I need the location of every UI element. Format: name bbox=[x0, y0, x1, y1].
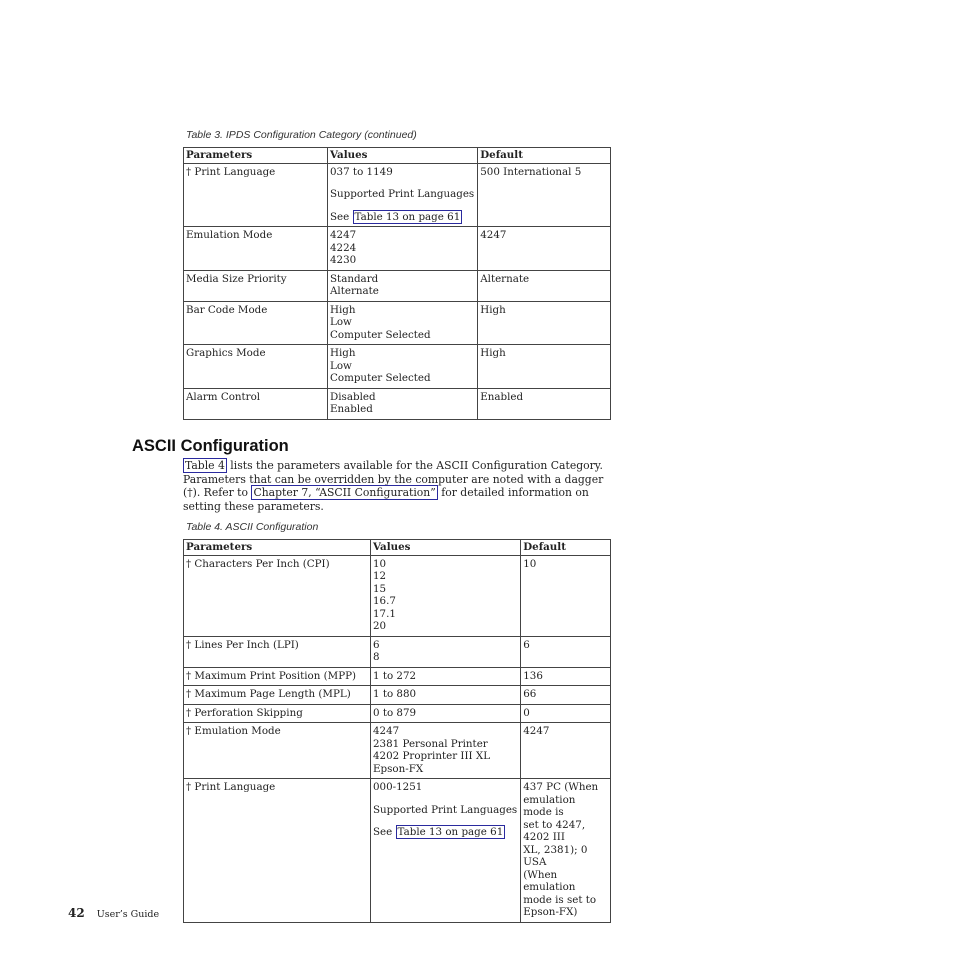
table-row bbox=[184, 301, 611, 345]
table-row bbox=[184, 723, 611, 779]
section-heading: ASCII Configuration bbox=[132, 437, 289, 455]
default-line: High bbox=[480, 347, 506, 359]
value-line: Computer Selected bbox=[330, 372, 431, 384]
table13-link[interactable]: Table 13 on page 61 bbox=[397, 826, 504, 838]
parameter-cell bbox=[184, 227, 328, 271]
see-prefix: See bbox=[330, 210, 353, 223]
table-row bbox=[184, 779, 611, 923]
values-cell bbox=[328, 301, 478, 345]
value-line: 2381 Personal Printer bbox=[373, 737, 488, 750]
value-line: Computer Selected bbox=[330, 328, 431, 341]
table-row bbox=[184, 270, 611, 301]
default-line: 10 bbox=[523, 557, 537, 570]
values-cell bbox=[371, 636, 521, 667]
parameter-cell bbox=[184, 686, 371, 705]
table-row bbox=[184, 388, 611, 419]
page-number: 42 bbox=[68, 906, 85, 920]
column-header: Values bbox=[328, 148, 478, 164]
values-cell bbox=[371, 779, 521, 923]
parameter-name: † Characters Per Inch (CPI) bbox=[186, 557, 330, 570]
default-line: 66 bbox=[523, 688, 537, 700]
default-line: 0 bbox=[523, 706, 530, 719]
default-cell bbox=[478, 163, 611, 227]
default-cell bbox=[521, 704, 611, 723]
parameter-name: Alarm Control bbox=[186, 390, 261, 403]
parameter-name: † Maximum Print Position (MPP) bbox=[186, 669, 357, 682]
values-cell bbox=[328, 270, 478, 301]
default-line: 4247 bbox=[523, 725, 550, 737]
guide-title: User’s Guide bbox=[96, 909, 160, 920]
default-line: 6 bbox=[523, 638, 530, 651]
table-row bbox=[184, 704, 611, 723]
spacer bbox=[373, 794, 517, 804]
value-line: 4230 bbox=[330, 254, 357, 266]
spacer bbox=[330, 201, 474, 211]
value-line: Enabled bbox=[330, 403, 373, 415]
parameter-name: † Perforation Skipping bbox=[186, 706, 303, 719]
intro-paragraph bbox=[183, 459, 613, 513]
default-line: (When emulation bbox=[523, 868, 576, 893]
value-line: 17.1 bbox=[373, 607, 396, 620]
table4-caption: Table 4. ASCII Configuration bbox=[186, 521, 319, 533]
column-header: Default bbox=[478, 148, 611, 164]
values-cell bbox=[328, 345, 478, 389]
ipds-configuration-table bbox=[183, 147, 611, 420]
parameter-cell bbox=[184, 723, 371, 779]
value-line: 4202 Proprinter III XL bbox=[373, 750, 491, 762]
value-line: 000-1251 bbox=[373, 781, 423, 793]
default-cell bbox=[521, 636, 611, 667]
parameter-cell bbox=[184, 667, 371, 686]
default-line: 500 International 5 bbox=[480, 165, 582, 178]
column-header: Default bbox=[521, 540, 611, 556]
value-line: 037 to 1149 bbox=[330, 165, 393, 178]
values-cell bbox=[371, 686, 521, 705]
parameter-name: Media Size Priority bbox=[186, 272, 287, 285]
value-line: High bbox=[330, 303, 356, 316]
default-line: High bbox=[480, 303, 506, 316]
table-row bbox=[184, 686, 611, 705]
value-line: 6 bbox=[373, 638, 380, 651]
column-header: Values bbox=[371, 540, 521, 556]
table13-link[interactable]: Table 13 on page 61 bbox=[354, 210, 461, 223]
value-line: 1 to 880 bbox=[373, 688, 417, 700]
default-line: 136 bbox=[523, 669, 543, 682]
table3-caption: Table 3. IPDS Configuration Category (continued) bbox=[186, 129, 417, 141]
para-text-1: lists the parameters available for the ASCII Configuration Category. Parameters that can be overridden by the computer are noted with a dagger (†). Refer to bbox=[183, 459, 604, 499]
default-cell bbox=[521, 686, 611, 705]
see-reference bbox=[373, 826, 517, 839]
values-cell bbox=[328, 388, 478, 419]
default-cell bbox=[478, 270, 611, 301]
parameter-cell bbox=[184, 555, 371, 636]
parameter-cell bbox=[184, 345, 328, 389]
value-line: 20 bbox=[373, 620, 387, 632]
value-line: 8 bbox=[373, 651, 380, 663]
default-line: Alternate bbox=[480, 272, 530, 285]
column-header: Parameters bbox=[184, 540, 371, 556]
table-row bbox=[184, 555, 611, 636]
default-cell bbox=[478, 345, 611, 389]
value-line: Supported Print Languages bbox=[373, 803, 518, 816]
value-line: Standard bbox=[330, 272, 379, 285]
value-line: 12 bbox=[373, 570, 387, 582]
see-reference bbox=[330, 211, 474, 224]
default-line: 4247 bbox=[480, 229, 507, 241]
ascii-configuration-table bbox=[183, 539, 611, 923]
table-row bbox=[184, 636, 611, 667]
parameter-cell bbox=[184, 779, 371, 923]
parameter-cell bbox=[184, 163, 328, 227]
table4-link[interactable]: Table 4 bbox=[185, 459, 225, 472]
values-cell bbox=[371, 723, 521, 779]
parameter-cell bbox=[184, 301, 328, 345]
value-line: 4247 bbox=[330, 229, 357, 241]
chapter7-link[interactable]: Chapter 7, “ASCII Configuration” bbox=[253, 486, 436, 499]
default-line: XL, 2381); 0 USA bbox=[523, 843, 588, 868]
parameter-name: † Maximum Page Length (MPL) bbox=[186, 688, 351, 700]
values-cell bbox=[371, 555, 521, 636]
value-line: 1 to 272 bbox=[373, 669, 417, 682]
default-cell bbox=[478, 227, 611, 271]
parameter-name: † Emulation Mode bbox=[186, 725, 281, 737]
page-footer bbox=[68, 902, 159, 921]
default-line: Epson-FX) bbox=[523, 906, 578, 918]
default-line: Enabled bbox=[480, 390, 524, 403]
default-cell bbox=[521, 667, 611, 686]
value-line: 4224 bbox=[330, 241, 357, 254]
table-row bbox=[184, 667, 611, 686]
table-header-row bbox=[184, 148, 611, 164]
value-line: 15 bbox=[373, 582, 387, 595]
parameter-name: † Lines Per Inch (LPI) bbox=[186, 638, 299, 651]
values-cell bbox=[328, 227, 478, 271]
parameter-name: † Print Language bbox=[186, 165, 276, 178]
spacer bbox=[330, 178, 474, 188]
default-cell bbox=[521, 779, 611, 923]
value-line: 0 to 879 bbox=[373, 706, 417, 719]
parameter-cell bbox=[184, 388, 328, 419]
table-row bbox=[184, 163, 611, 227]
parameter-cell bbox=[184, 704, 371, 723]
table-header-row bbox=[184, 540, 611, 556]
value-line: Supported Print Languages bbox=[330, 188, 475, 200]
parameter-name: Bar Code Mode bbox=[186, 303, 268, 316]
value-line: 4247 bbox=[373, 725, 400, 737]
value-line: 16.7 bbox=[373, 595, 396, 607]
see-prefix: See bbox=[373, 826, 396, 838]
parameter-cell bbox=[184, 636, 371, 667]
default-cell bbox=[478, 388, 611, 419]
parameter-name: † Print Language bbox=[186, 781, 276, 793]
values-cell bbox=[371, 667, 521, 686]
default-cell bbox=[521, 555, 611, 636]
default-line: 437 PC (When bbox=[523, 781, 599, 793]
table-row bbox=[184, 227, 611, 271]
value-line: Epson-FX bbox=[373, 762, 424, 775]
values-cell bbox=[328, 163, 478, 227]
value-line: 10 bbox=[373, 557, 387, 570]
values-cell bbox=[371, 704, 521, 723]
default-line: set to 4247, 4202 III bbox=[523, 818, 586, 843]
parameter-name: Emulation Mode bbox=[186, 229, 273, 241]
table-row bbox=[184, 345, 611, 389]
default-cell bbox=[521, 723, 611, 779]
default-line: mode is set to bbox=[523, 893, 597, 906]
parameter-cell bbox=[184, 270, 328, 301]
default-cell bbox=[478, 301, 611, 345]
value-line: Low bbox=[330, 316, 352, 328]
column-header: Parameters bbox=[184, 148, 328, 164]
value-line: Disabled bbox=[330, 390, 376, 403]
value-line: High bbox=[330, 347, 356, 359]
para-text-2: for detailed information on setting these parameters. bbox=[183, 486, 589, 513]
default-line: emulation mode is bbox=[523, 793, 576, 818]
value-line: Low bbox=[330, 359, 352, 372]
value-line: Alternate bbox=[330, 285, 379, 297]
parameter-name: Graphics Mode bbox=[186, 347, 266, 359]
